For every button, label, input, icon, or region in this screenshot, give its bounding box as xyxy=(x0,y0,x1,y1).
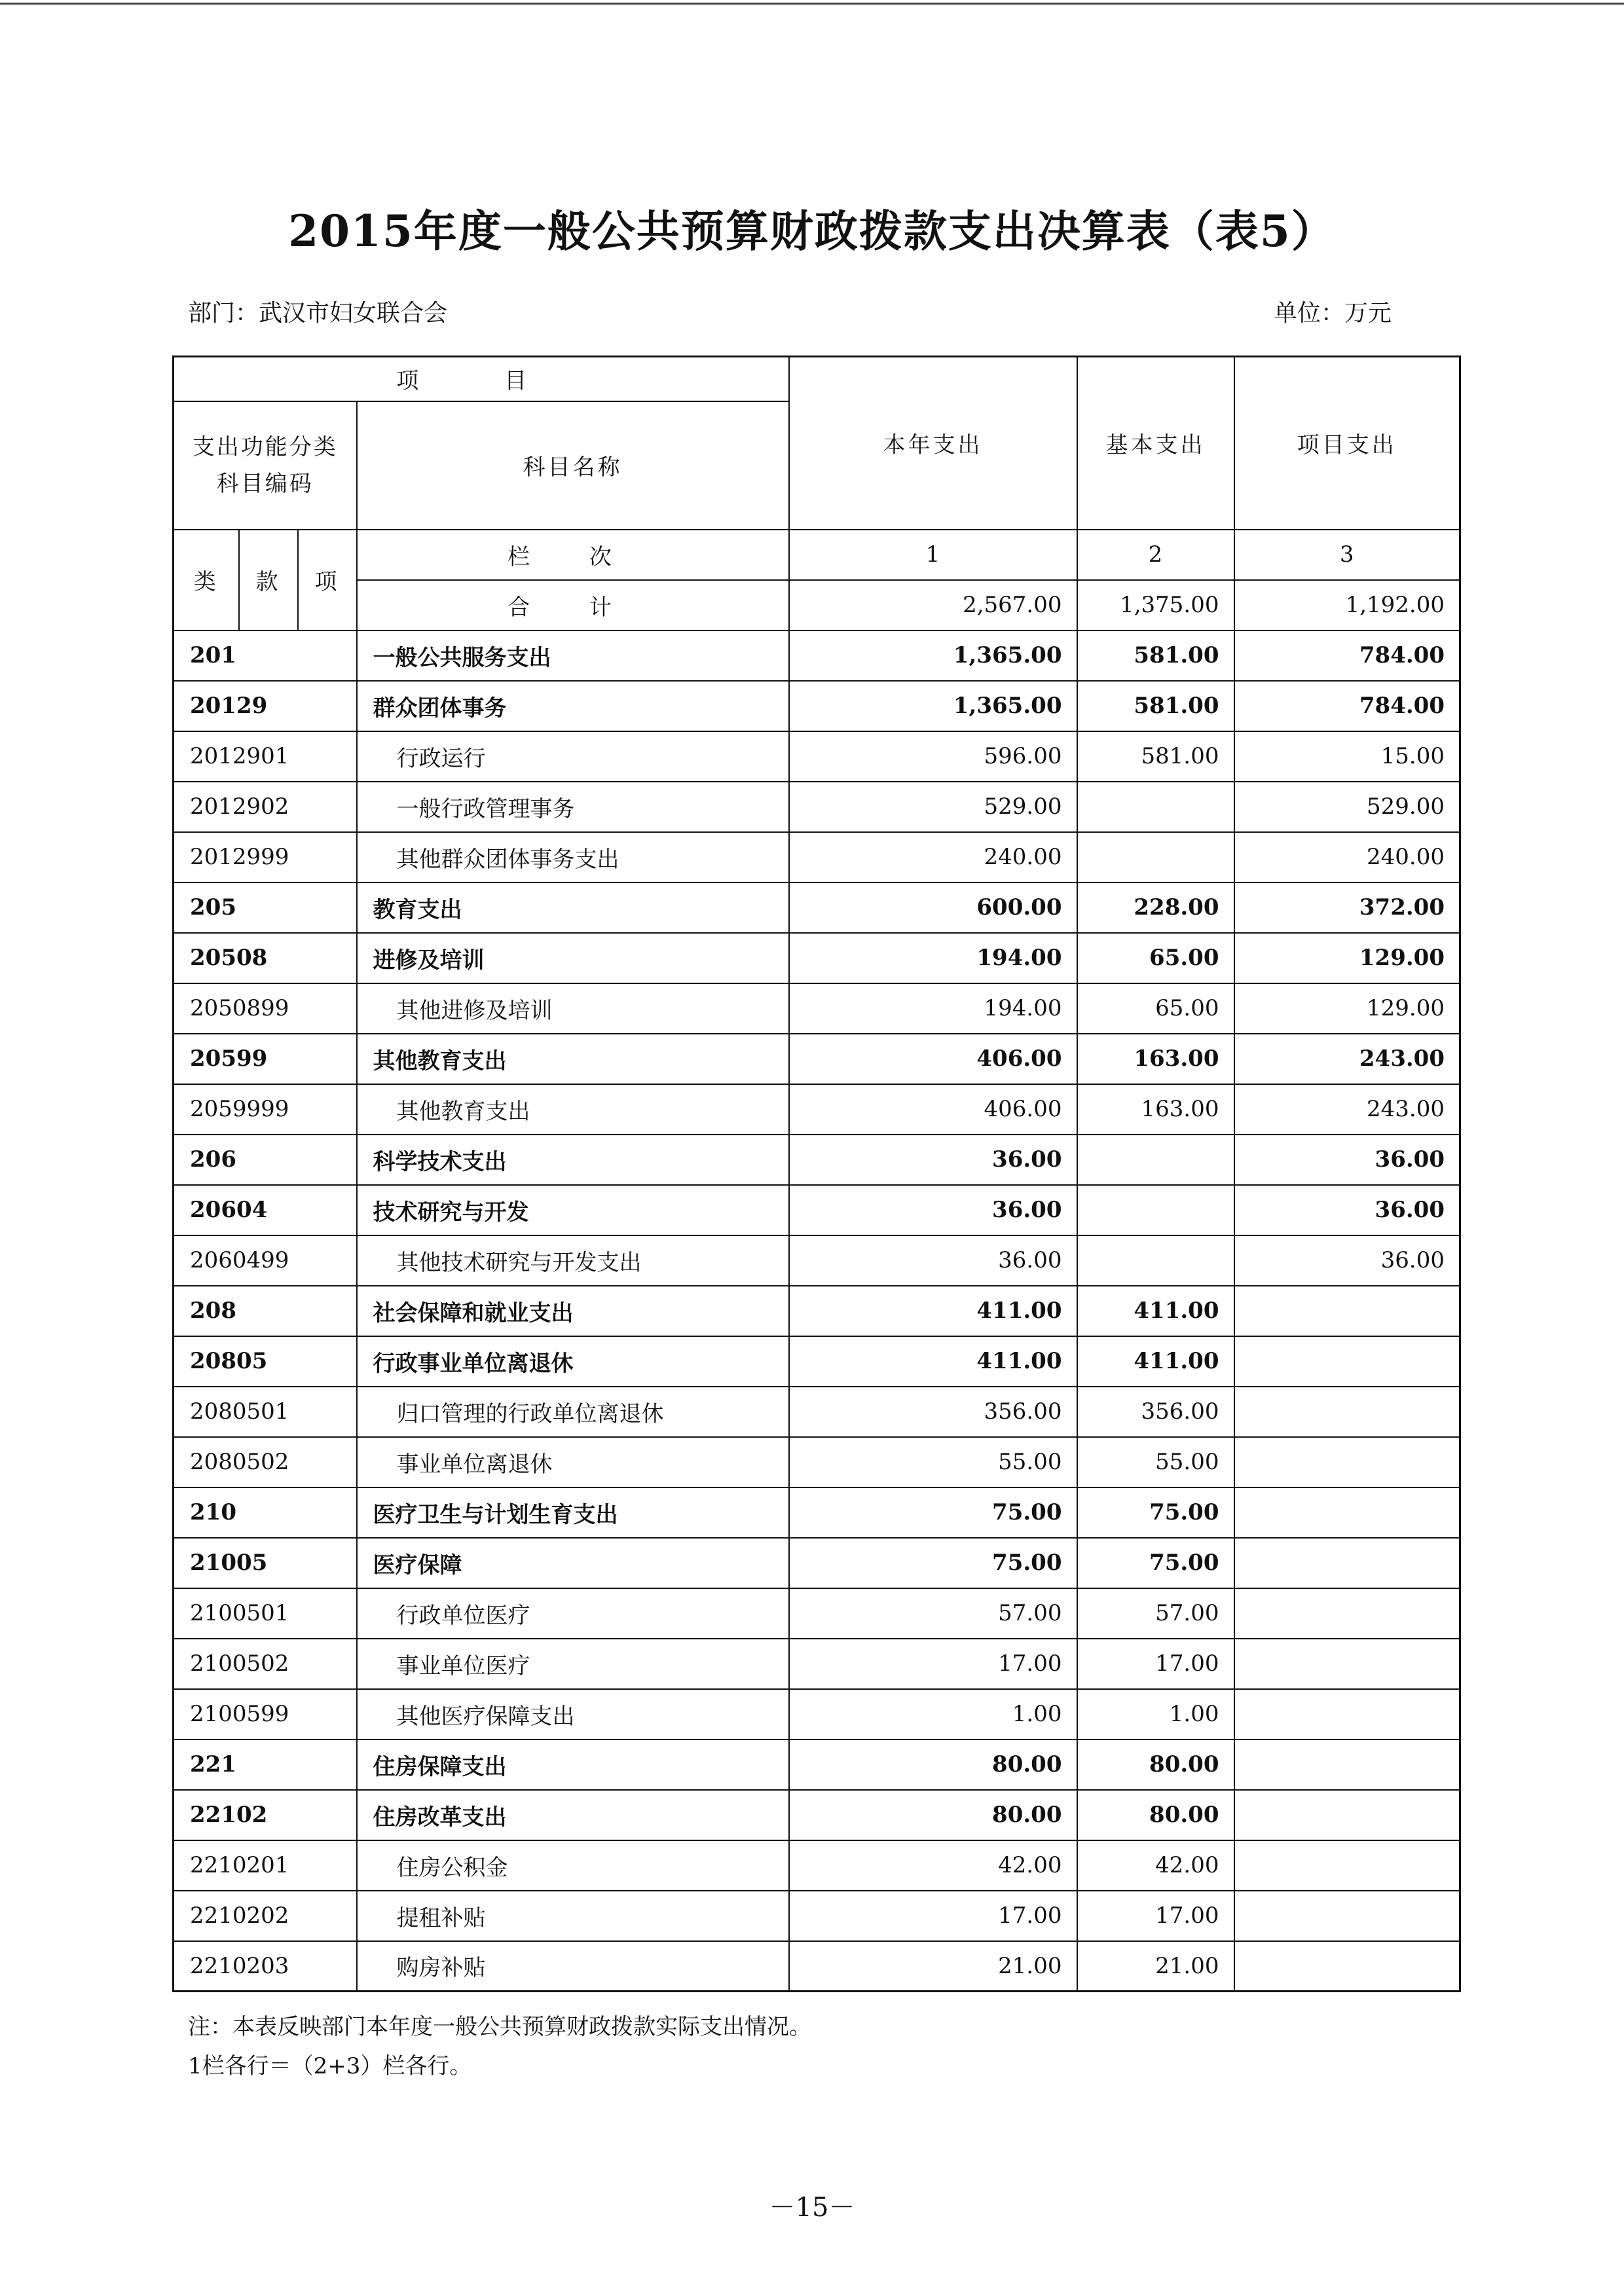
row-name: 医疗保障 xyxy=(357,1538,789,1588)
row-current: 57.00 xyxy=(789,1588,1077,1639)
row-code: 210 xyxy=(174,1487,357,1538)
row-code: 208 xyxy=(174,1286,357,1336)
total-project: 1,192.00 xyxy=(1234,580,1460,630)
row-name: 进修及培训 xyxy=(357,933,789,983)
table-row xyxy=(174,1437,1460,1487)
row-project: 243.00 xyxy=(1234,1034,1460,1084)
table-row xyxy=(174,1941,1460,1992)
row-current: 194.00 xyxy=(789,933,1077,983)
row-project xyxy=(1234,1740,1460,1790)
row-name: 医疗卫生与计划生育支出 xyxy=(357,1487,789,1538)
row-project: 529.00 xyxy=(1234,782,1460,832)
row-basic: 57.00 xyxy=(1077,1588,1234,1639)
row-project: 129.00 xyxy=(1234,983,1460,1034)
header-current: 本年支出 xyxy=(789,357,1077,530)
row-current: 406.00 xyxy=(789,1084,1077,1135)
row-basic: 411.00 xyxy=(1077,1286,1234,1336)
row-basic xyxy=(1077,1185,1234,1235)
table-row xyxy=(174,1487,1460,1538)
row-basic: 75.00 xyxy=(1077,1487,1234,1538)
row-project xyxy=(1234,1588,1460,1639)
table-row xyxy=(174,1286,1460,1336)
row-project: 36.00 xyxy=(1234,1135,1460,1185)
row-basic: 17.00 xyxy=(1077,1891,1234,1941)
row-basic: 21.00 xyxy=(1077,1941,1234,1992)
row-code: 2012901 xyxy=(174,731,357,782)
row-basic: 80.00 xyxy=(1077,1740,1234,1790)
row-project xyxy=(1234,1437,1460,1487)
row-project xyxy=(1234,1790,1460,1840)
row-code: 2100599 xyxy=(174,1689,357,1740)
row-project xyxy=(1234,1941,1460,1992)
total-row xyxy=(174,580,1460,630)
row-code: 2210203 xyxy=(174,1941,357,1992)
row-name: 社会保障和就业支出 xyxy=(357,1286,789,1336)
table-row xyxy=(174,933,1460,983)
row-project xyxy=(1234,1487,1460,1538)
table-row xyxy=(174,1336,1460,1387)
row-code: 20805 xyxy=(174,1336,357,1387)
row-project: 36.00 xyxy=(1234,1235,1460,1286)
total-current: 2,567.00 xyxy=(789,580,1077,630)
row-current: 75.00 xyxy=(789,1538,1077,1588)
row-basic: 163.00 xyxy=(1077,1034,1234,1084)
table-row xyxy=(174,731,1460,782)
row-current: 36.00 xyxy=(789,1235,1077,1286)
col-no-3: 3 xyxy=(1234,530,1460,580)
header-item: 项 目 xyxy=(174,357,789,401)
row-project xyxy=(1234,1538,1460,1588)
row-code: 21005 xyxy=(174,1538,357,1588)
header-lei: 类 xyxy=(174,530,239,630)
row-project: 129.00 xyxy=(1234,933,1460,983)
department-label: 部门：武汉市妇女联合会 xyxy=(188,300,448,327)
row-current: 36.00 xyxy=(789,1185,1077,1235)
row-current: 1,365.00 xyxy=(789,681,1077,731)
row-basic: 65.00 xyxy=(1077,933,1234,983)
row-project xyxy=(1234,1336,1460,1387)
row-code: 2210201 xyxy=(174,1840,357,1891)
row-basic xyxy=(1077,1135,1234,1185)
table-row xyxy=(174,1084,1460,1135)
table-row xyxy=(174,1639,1460,1689)
row-name: 行政事业单位离退休 xyxy=(357,1336,789,1387)
row-code: 2012902 xyxy=(174,782,357,832)
row-code: 2059999 xyxy=(174,1084,357,1135)
row-code: 201 xyxy=(174,630,357,681)
table-row xyxy=(174,983,1460,1034)
row-current: 194.00 xyxy=(789,983,1077,1034)
row-project: 240.00 xyxy=(1234,832,1460,883)
row-code: 2012999 xyxy=(174,832,357,883)
table-row xyxy=(174,1689,1460,1740)
table-row xyxy=(174,1387,1460,1437)
row-current: 42.00 xyxy=(789,1840,1077,1891)
row-basic: 581.00 xyxy=(1077,731,1234,782)
page-title: 2015年度一般公共预算财政拨款支出决算表（表5） xyxy=(288,206,1336,257)
row-current: 596.00 xyxy=(789,731,1077,782)
note-line-1: 注：本表反映部门本年度一般公共预算财政拨款实际支出情况。 xyxy=(188,2014,811,2040)
row-name: 其他教育支出 xyxy=(357,1084,789,1135)
row-name: 归口管理的行政单位离退休 xyxy=(357,1387,789,1437)
top-border-line xyxy=(0,3,1624,5)
row-basic: 1.00 xyxy=(1077,1689,1234,1740)
total-label: 合 计 xyxy=(357,580,789,630)
row-current: 80.00 xyxy=(789,1790,1077,1840)
row-current: 411.00 xyxy=(789,1336,1077,1387)
row-basic: 55.00 xyxy=(1077,1437,1234,1487)
row-code: 20604 xyxy=(174,1185,357,1235)
row-project: 784.00 xyxy=(1234,681,1460,731)
row-current: 36.00 xyxy=(789,1135,1077,1185)
table-row xyxy=(174,832,1460,883)
col-no-2: 2 xyxy=(1077,530,1234,580)
row-name: 住房公积金 xyxy=(357,1840,789,1891)
row-name: 行政单位医疗 xyxy=(357,1588,789,1639)
row-current: 1.00 xyxy=(789,1689,1077,1740)
row-current: 600.00 xyxy=(789,883,1077,933)
row-code: 20129 xyxy=(174,681,357,731)
row-basic: 65.00 xyxy=(1077,983,1234,1034)
row-current: 17.00 xyxy=(789,1639,1077,1689)
row-code: 2080502 xyxy=(174,1437,357,1487)
row-name: 技术研究与开发 xyxy=(357,1185,789,1235)
row-name: 其他医疗保障支出 xyxy=(357,1689,789,1740)
row-name: 其他群众团体事务支出 xyxy=(357,832,789,883)
row-basic: 42.00 xyxy=(1077,1840,1234,1891)
table-row xyxy=(174,1034,1460,1084)
row-current: 406.00 xyxy=(789,1034,1077,1084)
header-xiang: 项 xyxy=(298,530,357,630)
header-lanci: 栏 次 xyxy=(357,530,789,580)
row-basic: 411.00 xyxy=(1077,1336,1234,1387)
row-name: 教育支出 xyxy=(357,883,789,933)
row-project xyxy=(1234,1689,1460,1740)
row-project: 243.00 xyxy=(1234,1084,1460,1135)
row-basic: 17.00 xyxy=(1077,1639,1234,1689)
row-current: 529.00 xyxy=(789,782,1077,832)
row-current: 17.00 xyxy=(789,1891,1077,1941)
row-name: 一般行政管理事务 xyxy=(357,782,789,832)
row-current: 80.00 xyxy=(789,1740,1077,1790)
row-current: 55.00 xyxy=(789,1437,1077,1487)
row-name: 住房保障支出 xyxy=(357,1740,789,1790)
row-name: 科学技术支出 xyxy=(357,1135,789,1185)
table-row xyxy=(174,1235,1460,1286)
row-project xyxy=(1234,1639,1460,1689)
row-code: 20599 xyxy=(174,1034,357,1084)
row-name: 一般公共服务支出 xyxy=(357,630,789,681)
row-project xyxy=(1234,1891,1460,1941)
table-row xyxy=(174,681,1460,731)
row-project: 36.00 xyxy=(1234,1185,1460,1235)
row-name: 事业单位医疗 xyxy=(357,1639,789,1689)
row-code: 2100501 xyxy=(174,1588,357,1639)
note-line-2: 1栏各行＝（2+3）栏各行。 xyxy=(188,2053,472,2079)
page-number: －15－ xyxy=(769,2193,855,2223)
row-code: 2100502 xyxy=(174,1639,357,1689)
row-current: 240.00 xyxy=(789,832,1077,883)
row-basic xyxy=(1077,832,1234,883)
row-name: 购房补贴 xyxy=(357,1941,789,1992)
expenditure-table xyxy=(172,355,1461,1992)
table-row xyxy=(174,1135,1460,1185)
row-name: 住房改革支出 xyxy=(357,1790,789,1840)
row-project: 15.00 xyxy=(1234,731,1460,782)
row-project xyxy=(1234,1840,1460,1891)
row-basic xyxy=(1077,1235,1234,1286)
table-row xyxy=(174,1891,1460,1941)
table-row xyxy=(174,1588,1460,1639)
row-project xyxy=(1234,1387,1460,1437)
row-basic: 163.00 xyxy=(1077,1084,1234,1135)
row-basic: 228.00 xyxy=(1077,883,1234,933)
table-row xyxy=(174,630,1460,681)
col-no-1: 1 xyxy=(789,530,1077,580)
row-code: 2060499 xyxy=(174,1235,357,1286)
row-code: 2210202 xyxy=(174,1891,357,1941)
row-current: 1,365.00 xyxy=(789,630,1077,681)
row-code: 206 xyxy=(174,1135,357,1185)
row-project xyxy=(1234,1286,1460,1336)
row-project: 784.00 xyxy=(1234,630,1460,681)
table-row xyxy=(174,1740,1460,1790)
row-name: 提租补贴 xyxy=(357,1891,789,1941)
row-name: 行政运行 xyxy=(357,731,789,782)
row-basic: 80.00 xyxy=(1077,1790,1234,1840)
header-row-item xyxy=(174,357,1460,401)
row-project: 372.00 xyxy=(1234,883,1460,933)
table-row xyxy=(174,1538,1460,1588)
row-current: 21.00 xyxy=(789,1941,1077,1992)
row-code: 2080501 xyxy=(174,1387,357,1437)
header-kuan: 款 xyxy=(239,530,298,630)
row-basic: 75.00 xyxy=(1077,1538,1234,1588)
unit-label: 单位：万元 xyxy=(1274,300,1392,327)
header-project: 项目支出 xyxy=(1234,357,1460,530)
row-name: 事业单位离退休 xyxy=(357,1437,789,1487)
table-row xyxy=(174,1790,1460,1840)
row-code: 20508 xyxy=(174,933,357,983)
table-row xyxy=(174,1840,1460,1891)
row-basic xyxy=(1077,782,1234,832)
row-current: 75.00 xyxy=(789,1487,1077,1538)
table-row xyxy=(174,782,1460,832)
row-current: 356.00 xyxy=(789,1387,1077,1437)
header-subject-name: 科目名称 xyxy=(357,401,789,530)
total-basic: 1,375.00 xyxy=(1077,580,1234,630)
header-basic: 基本支出 xyxy=(1077,357,1234,530)
header-row-colno xyxy=(174,530,1460,580)
header-func-code: 支出功能分类科目编码 xyxy=(174,401,357,530)
row-name: 其他技术研究与开发支出 xyxy=(357,1235,789,1286)
row-basic: 581.00 xyxy=(1077,681,1234,731)
row-code: 2050899 xyxy=(174,983,357,1034)
row-current: 411.00 xyxy=(789,1286,1077,1336)
row-code: 205 xyxy=(174,883,357,933)
row-code: 22102 xyxy=(174,1790,357,1840)
row-name: 其他教育支出 xyxy=(357,1034,789,1084)
row-name: 其他进修及培训 xyxy=(357,983,789,1034)
row-code: 221 xyxy=(174,1740,357,1790)
row-basic: 356.00 xyxy=(1077,1387,1234,1437)
row-name: 群众团体事务 xyxy=(357,681,789,731)
row-basic: 581.00 xyxy=(1077,630,1234,681)
table-row xyxy=(174,1185,1460,1235)
table-row xyxy=(174,883,1460,933)
